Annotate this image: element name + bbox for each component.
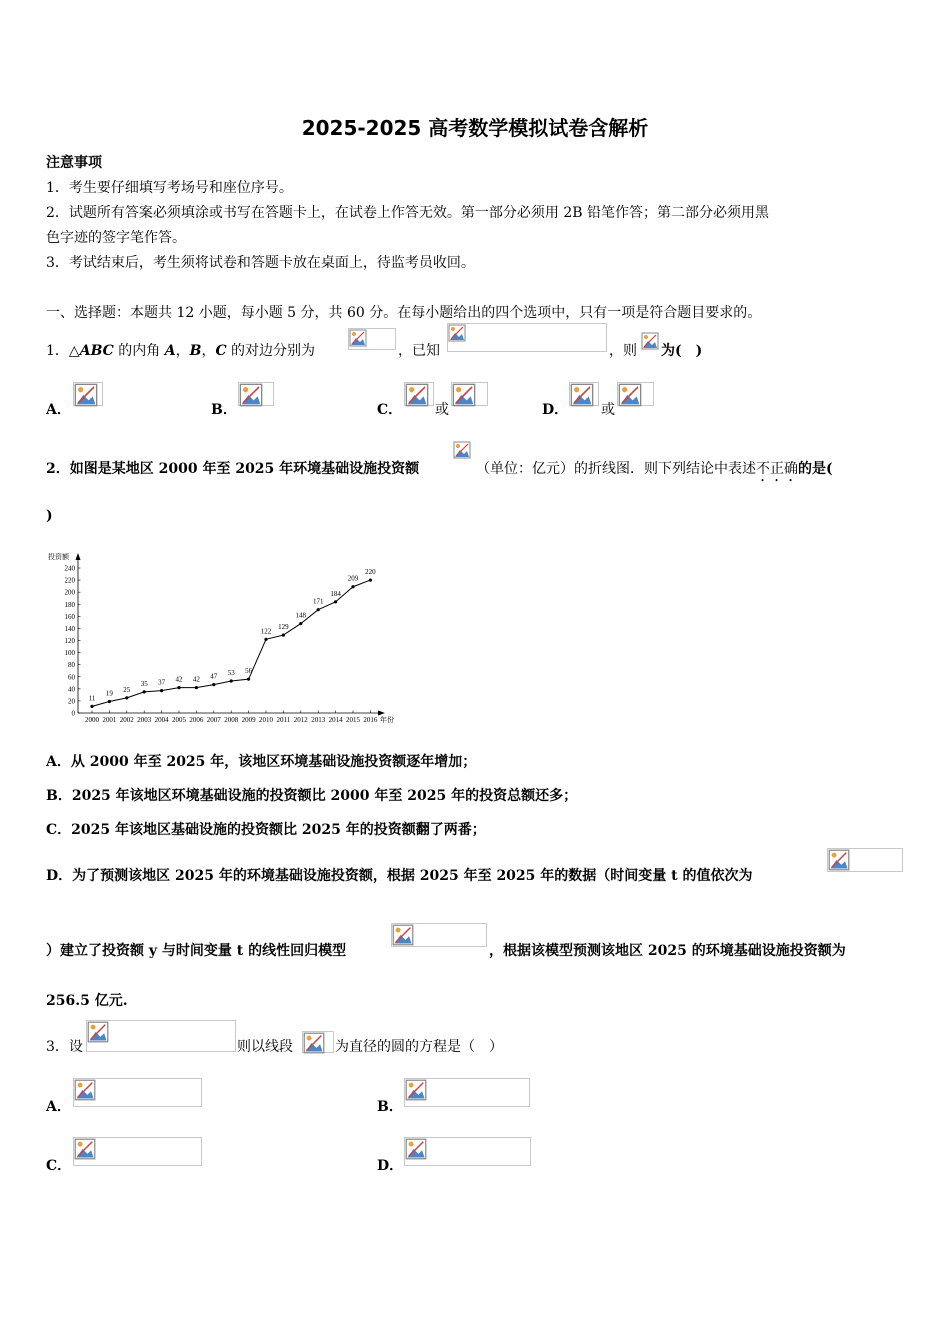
q3-option-c-image [73, 1137, 202, 1166]
y-axis-arrow [76, 553, 81, 560]
q1-option-c-image-2 [451, 382, 488, 406]
q1-option-c-label: C． [377, 402, 403, 418]
investment-line-chart [40, 548, 400, 730]
broken-image-icon [453, 441, 471, 459]
x-tick-label: 2013 [311, 716, 326, 724]
q1-stem [46, 340, 315, 360]
q1-text-e: 为( ) [661, 343, 703, 359]
y-tick-label: 240 [64, 564, 75, 573]
q1-option-d-image-2 [617, 382, 654, 406]
q1-option-d-image-1 [569, 382, 599, 406]
data-point [195, 686, 198, 689]
notice-item-2-cont: 色字迹的签字笔作答。 [46, 230, 186, 246]
q2-stem-c: 的是( [798, 461, 833, 477]
q2-option-a: A．从 2000 年至 2025 年，该地区环境基础设施投资额逐年增加； [46, 754, 477, 770]
data-label: 56 [245, 667, 253, 676]
y-tick-label: 40 [68, 685, 75, 694]
data-point [125, 696, 128, 699]
q1-text-b: 的对边分别为 [226, 343, 316, 359]
q3-option-d-image [404, 1137, 531, 1166]
x-tick-label: 2002 [119, 716, 134, 724]
y-tick-label: 100 [64, 649, 75, 658]
q1-option-a-label: A． [46, 402, 71, 418]
q2-option-d-image-1 [827, 848, 903, 872]
broken-image-icon [405, 383, 429, 407]
q1-formula-image-2 [447, 323, 607, 352]
q3-option-a-image [73, 1078, 202, 1107]
q3-option-b-image [404, 1078, 530, 1107]
data-label: 11 [88, 694, 96, 703]
x-tick-label: 2008 [224, 716, 239, 724]
notice-item-1: 1．考生要仔细填写考场号和座位序号。 [46, 180, 293, 196]
data-point [108, 700, 111, 703]
x-axis-title: 年份 [380, 716, 394, 724]
q1-formula-image-3 [641, 332, 661, 352]
broken-image-icon [828, 849, 850, 871]
data-point [90, 705, 93, 708]
y-tick-label: 200 [64, 588, 75, 597]
q1-sep-1: ， [175, 343, 190, 359]
q2-option-d-line1: D．为了预测该地区 2025 年的环境基础设施投资额，根据 2025 年至 2025 年的数据（时间变量 t 的值依次为 [46, 868, 753, 884]
q1-C: C [215, 343, 227, 359]
q1-option-c-image-1 [404, 382, 434, 406]
y-tick-label: 0 [71, 709, 75, 718]
y-tick-label: 160 [64, 612, 75, 621]
q1-option-d-label: D． [542, 402, 569, 418]
q2-option-d-line3: 256.5 亿元. [46, 993, 128, 1009]
data-label: 122 [260, 627, 272, 636]
x-tick-label: 2000 [85, 716, 99, 724]
x-tick-label: 2007 [206, 716, 221, 724]
x-tick-label: 2004 [154, 716, 169, 724]
x-axis-arrow [378, 711, 385, 716]
y-tick-label: 80 [68, 661, 75, 670]
data-label: 19 [105, 689, 113, 698]
q2-stem-close: ) [46, 508, 53, 524]
data-point [334, 600, 337, 603]
data-point [264, 638, 267, 641]
data-point [160, 689, 163, 692]
data-label: 209 [347, 574, 359, 583]
y-tick-label: 140 [64, 624, 75, 633]
y-tick-label: 20 [68, 697, 75, 706]
q1-text-d: ，则 [609, 343, 637, 359]
data-label: 47 [210, 672, 218, 681]
q3-option-c-label: C． [46, 1158, 72, 1174]
q3-stem-b: 则以线段 [237, 1039, 293, 1055]
x-tick-label: 2001 [102, 716, 117, 724]
broken-image-icon [349, 329, 367, 347]
data-label: 42 [192, 675, 200, 684]
broken-image-icon [392, 924, 414, 946]
broken-image-icon [405, 1079, 427, 1101]
broken-image-icon [74, 1138, 96, 1160]
broken-image-icon [452, 383, 476, 407]
q1-triangle: △ [68, 343, 80, 359]
data-point [317, 608, 320, 611]
q2-option-c: C．2025 年该地区基础设施的投资额比 2025 年的投资额翻了两番； [46, 822, 486, 838]
y-axis-title: 投资额 [48, 553, 69, 561]
q2-option-d-image-2 [391, 923, 487, 947]
page-title: 2025-2025 高考数学模拟试卷含解析 [301, 116, 649, 140]
data-label: 171 [312, 597, 324, 606]
data-point [351, 585, 354, 588]
y-tick-label: 60 [68, 673, 75, 682]
broken-image-icon [570, 383, 594, 407]
section-heading: 一、选择题：本题共 12 小题，每小题 5 分，共 60 分。在每小题给出的四个选项中，只有一项是符合题目要求的。 [46, 305, 762, 321]
q1-abc: ABC [79, 343, 114, 359]
data-point [212, 683, 215, 686]
broken-image-icon [74, 1079, 96, 1101]
y-tick-label: 220 [64, 576, 75, 585]
x-tick-label: 2012 [293, 716, 308, 724]
q1-number: 1． [46, 343, 69, 359]
x-tick-label: 2011 [276, 716, 291, 724]
data-label: 53 [227, 668, 235, 677]
data-point [369, 578, 372, 581]
broken-image-icon [87, 1021, 109, 1043]
q1-option-d-or: 或 [601, 402, 615, 418]
q1-A: A [164, 343, 176, 359]
q2-stem-b [476, 458, 833, 485]
data-label: 25 [123, 685, 131, 694]
data-label: 42 [175, 675, 183, 684]
q1-B: B [189, 343, 202, 359]
q3-option-a-label: A． [46, 1099, 71, 1115]
broken-image-icon [448, 324, 466, 342]
x-tick-label: 2003 [137, 716, 152, 724]
x-tick-label: 2016 [363, 716, 378, 724]
broken-image-icon [641, 332, 659, 350]
q1-text-a: 的内角 [113, 343, 165, 359]
notice-item-3: 3．考试结束后，考生须将试卷和答题卡放在桌面上，待监考员收回。 [46, 255, 475, 271]
data-point [247, 678, 250, 681]
q2-stem-b-text: （单位：亿元）的折线图．则下列结论中表述 [476, 461, 756, 477]
data-point [177, 686, 180, 689]
x-tick-label: 2006 [189, 716, 204, 724]
x-tick-label: 2015 [346, 716, 360, 724]
q2-emphasis: 不正确 [756, 461, 798, 477]
data-label: 129 [278, 623, 289, 632]
q2-stem-a: 2．如图是某地区 2000 年至 2025 年环境基础设施投资额 [46, 461, 420, 477]
notice-heading: 注意事项 [46, 155, 102, 171]
q1-formula-image-1 [348, 328, 396, 350]
q2-formula-image [453, 441, 471, 461]
series-line [92, 580, 370, 706]
data-point [230, 679, 233, 682]
q3-option-b-label: B． [377, 1099, 403, 1115]
q1-sep-2: ， [201, 343, 216, 359]
broken-image-icon [74, 383, 98, 407]
broken-image-icon [405, 1138, 427, 1160]
data-label: 220 [365, 568, 376, 577]
broken-image-icon [239, 383, 263, 407]
q3-stem-a: 3．设 [46, 1039, 83, 1055]
x-tick-label: 2014 [328, 716, 343, 724]
x-tick-label: 2009 [241, 716, 256, 724]
y-tick-label: 120 [64, 637, 75, 645]
q1-option-b-image [238, 382, 274, 406]
q2-option-b: B．2025 年该地区环境基础设施的投资额比 2000 年至 2025 年的投资总额还多； [46, 788, 578, 804]
data-label: 184 [330, 589, 341, 598]
broken-image-icon [618, 383, 642, 407]
broken-image-icon [303, 1032, 325, 1054]
data-label: 35 [140, 679, 148, 688]
data-point [282, 633, 285, 636]
q3-formula-image-2 [302, 1031, 334, 1053]
q3-formula-image-1 [86, 1020, 236, 1052]
q1-option-b-label: B． [211, 402, 237, 418]
q1-text-c: ，已知 [398, 343, 440, 359]
q1-option-a-image [73, 382, 103, 406]
x-tick-label: 2005 [172, 716, 186, 724]
q2-option-d-line2a: ）建立了投资额 y 与时间变量 t 的线性回归模型 [46, 943, 347, 959]
data-point [143, 690, 146, 693]
q2-option-d-line2b: ，根据该模型预测该地区 2025 的环境基础设施投资额为 [489, 943, 846, 959]
y-tick-label: 180 [64, 600, 75, 609]
data-label: 148 [295, 611, 307, 620]
x-tick-label: 2010 [259, 716, 273, 724]
q3-stem-c: 为直径的圆的方程是（ ） [335, 1039, 503, 1055]
data-label: 37 [158, 678, 166, 687]
q3-option-d-label: D． [377, 1158, 404, 1174]
data-point [299, 622, 302, 625]
notice-item-2: 2．试题所有答案必须填涂或书写在答题卡上，在试卷上作答无效。第一部分必须用 2B 铅笔作答；第二部分必须用黑 [46, 205, 769, 221]
q1-option-c-or: 或 [435, 402, 449, 418]
